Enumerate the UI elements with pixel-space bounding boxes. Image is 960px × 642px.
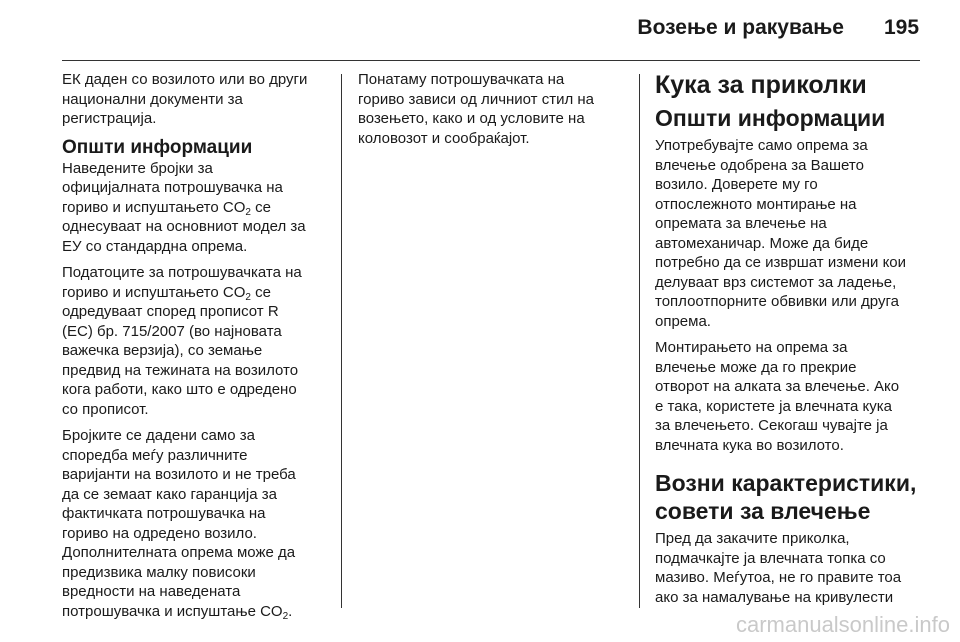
paragraph-driving-style: Понатаму потрошувачката на гориво зависи од личниот стил на возењето, како и од условите на коловозот и сообраќајот. xyxy=(358,71,595,147)
text: се однесуваат на основниот модел за ЕУ со стандардна опрема. xyxy=(62,198,306,255)
column-2 xyxy=(358,70,620,155)
page-number: 195 xyxy=(884,16,920,39)
paragraph-towing-eye: Монтирањето на опрема за влечење може да го прекрие отворот на алката за влечење. Ако е така, користете ја влечната кука за влечењето. Секогаш чувајте ја влечната кука во возилото. xyxy=(655,339,900,454)
paragraph-official-consumption xyxy=(62,159,332,257)
subscript: 2 xyxy=(245,291,251,303)
text: . xyxy=(288,602,293,620)
column-divider-2 xyxy=(639,74,640,608)
text: Наведените бројки за официјалната потрошувачка на гориво и испуштањето CO xyxy=(62,159,283,216)
text: Бројките се дадени само за споредба меѓу различните варијанти на возилото и не треба да се земаат како гаранција за фактичката потрошувачка на гориво на одредено возило. Дополнителната опрема може да предизвика малку повисоки вредности на наведената потрошувачка и испуштање CO xyxy=(62,427,296,620)
page-header xyxy=(0,0,960,62)
paragraph-regulation xyxy=(62,263,332,419)
paragraph-lubricate: Пред да закачите приколка, подмачкајте ја влечната топка со мазиво. Меѓутоа, не го правите тоа ако за намалување на кривулести xyxy=(655,530,902,606)
column-1 xyxy=(62,70,332,628)
watermark: carmanualsonline.info xyxy=(735,612,950,637)
column-divider-1 xyxy=(341,74,342,608)
general-info-heading: Општи информации xyxy=(655,105,886,131)
driving-characteristics-heading: Возни карактеристики, совети за влечење xyxy=(655,470,917,524)
column-3 xyxy=(655,70,927,614)
subscript: 2 xyxy=(282,610,289,622)
text: Податоците за потрошувачката на гориво и испуштањето CO xyxy=(62,264,302,301)
subscript: 2 xyxy=(245,206,251,218)
general-info-heading: Општи информации xyxy=(62,136,253,158)
header-divider xyxy=(62,60,920,61)
paragraph-comparison xyxy=(62,426,332,621)
intro-paragraph: ЕК даден со возилото или во други национални документи за регистрација. xyxy=(62,71,308,127)
paragraph-approved-equipment: Употребувајте само опрема за влечење одобрена за Вашето возило. Доверете му го отпослежното монтирање на опремата за влечење на автомеханичар. Може да биде потребно да се извршат измени кои делуваат врз системот за ладење, топлоотпорните обвивки или друга опрема. xyxy=(655,137,907,330)
towing-hitch-title: Кука за приколки xyxy=(655,71,867,99)
text: се одредуваат според прописот R (EC) бр. 715/2007 (во најновата важечка верзија), со земање предвид на тежината на возилото кога работи, како што е одредено со прописот. xyxy=(62,283,299,418)
section-title: Возење и ракување xyxy=(637,16,844,39)
